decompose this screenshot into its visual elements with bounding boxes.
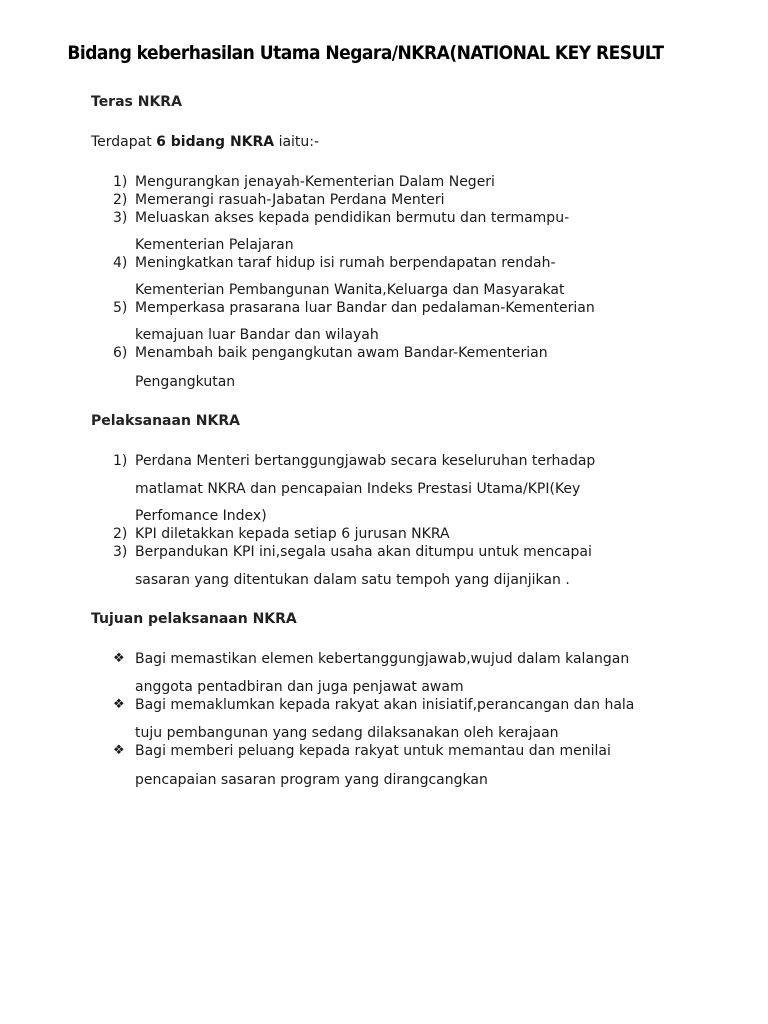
list-item-text: Menambah baik pengangkutan awam Bandar-Kementerian <box>135 345 548 361</box>
list-item-text-continued: matlamat NKRA dan pencapaian Indeks Prestasi Utama/KPI(Key <box>135 481 581 497</box>
intro-prefix: Terdapat <box>91 134 157 150</box>
list-item-text: Meluaskan akses kepada pendidikan bermutu dan termampu- <box>135 210 570 226</box>
list-number: 1) <box>113 453 128 469</box>
intro-paragraph <box>91 133 319 151</box>
bullet-item-text: Bagi memberi peluang kepada rakyat untuk memantau dan menilai <box>135 743 611 759</box>
list-item-text: Meningkatkan taraf hidup isi rumah berpendapatan rendah- <box>135 255 556 271</box>
list-item-text: Memerangi rasuah-Jabatan Perdana Menteri <box>135 192 445 208</box>
list-item-text: Memperkasa prasarana luar Bandar dan pedalaman-Kementerian <box>135 300 595 316</box>
list-number: 2) <box>113 192 128 208</box>
list-item-text-continued: sasaran yang ditentukan dalam satu tempoh yang dijanjikan . <box>135 572 570 588</box>
list-number: 1) <box>113 174 128 190</box>
section-heading-teras: Teras NKRA <box>91 94 182 110</box>
bullet-item-text-continued: tuju pembangunan yang sedang dilaksanakan oleh kerajaan <box>135 725 559 741</box>
intro-suffix: iaitu:- <box>274 134 320 150</box>
bullet-item-text-continued: pencapaian sasaran program yang dirangcangkan <box>135 772 488 788</box>
bullet-item-text-continued: anggota pentadbiran dan juga penjawat awam <box>135 679 464 695</box>
bullet-item-text: Bagi memastikan elemen kebertanggungjawab,wujud dalam kalangan <box>135 651 630 667</box>
diamond-bullet-icon: ❖ <box>113 743 125 758</box>
diamond-bullet-icon: ❖ <box>113 651 125 666</box>
list-number: 3) <box>113 210 128 226</box>
list-item-text: Berpandukan KPI ini,segala usaha akan ditumpu untuk mencapai <box>135 544 592 560</box>
bullet-item-text: Bagi memaklumkan kepada rakyat akan inisiatif,perancangan dan hala <box>135 697 635 713</box>
list-item-text-continued: kemajuan luar Bandar dan wilayah <box>135 327 379 343</box>
page-title: Bidang keberhasilan Utama Negara/NKRA(NATIONAL KEY RESULT <box>67 42 664 64</box>
diamond-bullet-icon: ❖ <box>113 697 125 712</box>
list-item-text-continued: Pengangkutan <box>135 374 236 390</box>
list-number: 5) <box>113 300 128 316</box>
intro-bold: 6 bidang NKRA <box>156 134 275 150</box>
list-item-text: KPI diletakkan kepada setiap 6 jurusan NKRA <box>135 526 450 542</box>
list-item-text: Perdana Menteri bertanggungjawab secara keseluruhan terhadap <box>135 453 596 469</box>
section-heading-tujuan: Tujuan pelaksanaan NKRA <box>91 611 297 627</box>
list-number: 3) <box>113 544 128 560</box>
list-number: 4) <box>113 255 128 271</box>
list-item-text-continued: Kementerian Pelajaran <box>135 237 294 253</box>
list-number: 2) <box>113 526 128 542</box>
list-number: 6) <box>113 345 128 361</box>
list-item-text: Mengurangkan jenayah-Kementerian Dalam Negeri <box>135 174 495 190</box>
list-item-text-continued: Perfomance Index) <box>135 508 267 524</box>
section-heading-pelaksanaan: Pelaksanaan NKRA <box>91 413 240 429</box>
list-item-text-continued: Kementerian Pembangunan Wanita,Keluarga dan Masyarakat <box>135 282 565 298</box>
